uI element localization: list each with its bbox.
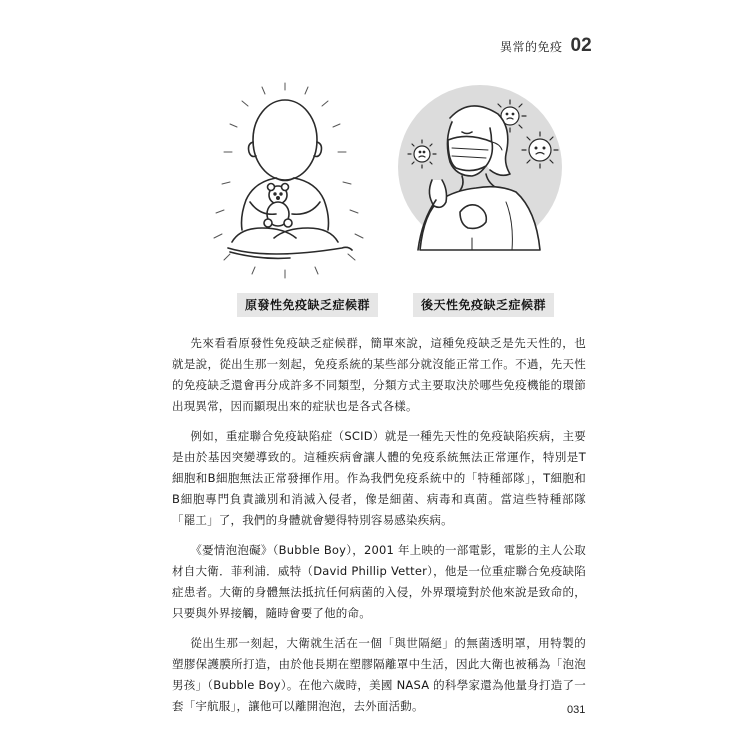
child-with-teddy-bear-illustration (214, 83, 363, 278)
masked-woman-illustration (398, 85, 562, 250)
running-head-title: 異常的免疫 (500, 39, 563, 54)
chapter-number: 02 (570, 35, 592, 56)
page-number: 031 (567, 704, 586, 716)
body-text (172, 333, 586, 726)
paragraph: 例如，重症聯合免疫缺陷症（SCID）就是一種先天性的免疫缺陷疾病，主要是由於基因突變導致的。這種疾病會讓人體的免疫系統無法正常運作，特別是T細胞和B細胞無法正常發揮作用。作為我們免疫系統中的「特種部隊」，T細胞和B細胞專門負責識別和消滅入侵者，像是細菌、病毒和真菌。當這些特種部隊「罷工」了，我們的身體就會變得特別容易感染疾病。 (172, 429, 586, 527)
paragraph: 《憂情泡泡礙》（Bubble Boy），2001 年上映的一部電影，電影的主人公取材自大衛．菲利浦．威特（David Phillip Vetter），他是一位重症聯合免疫缺陷症患者。大衛的身體無法抵抗任何病菌的入侵，外界環境對於他來說是致命的，只要與外界接觸，隨時會要了他的命。 (172, 543, 586, 620)
caption-primary-immunodeficiency: 原發性免疫缺乏症候群 (237, 293, 378, 317)
running-head (500, 34, 700, 58)
illustration-figure (210, 82, 570, 282)
paragraph: 先來看看原發性免疫缺乏症候群，簡單來說，這種免疫缺乏是先天性的，也就是說，從出生那一刻起，免疫系統的某些部分就沒能正常工作。不過，先天性的免疫缺乏還會再分成許多不同類型，分類方式主要取決於哪些免疫機能的環節出現異常，因而顯現出來的症狀也是各式各樣。 (172, 336, 586, 413)
teddy-bear-icon (264, 184, 292, 228)
caption-acquired-immunodeficiency: 後天性免疫缺乏症候群 (413, 293, 554, 317)
paragraph: 從出生那一刻起，大衛就生活在一個「與世隔絕」的無菌透明罩，用特製的塑膠保護膜所打造，由於他長期在塑膠隔離罩中生活，因此大衛也被稱為「泡泡男孩」（Bubble Boy）。在他六歲時，美國 NASA 的科學家還為他量身打造了一套「宇航服」，讓他可以離開泡泡，去外面活動。 (172, 636, 586, 713)
illustration-svg (210, 82, 570, 282)
